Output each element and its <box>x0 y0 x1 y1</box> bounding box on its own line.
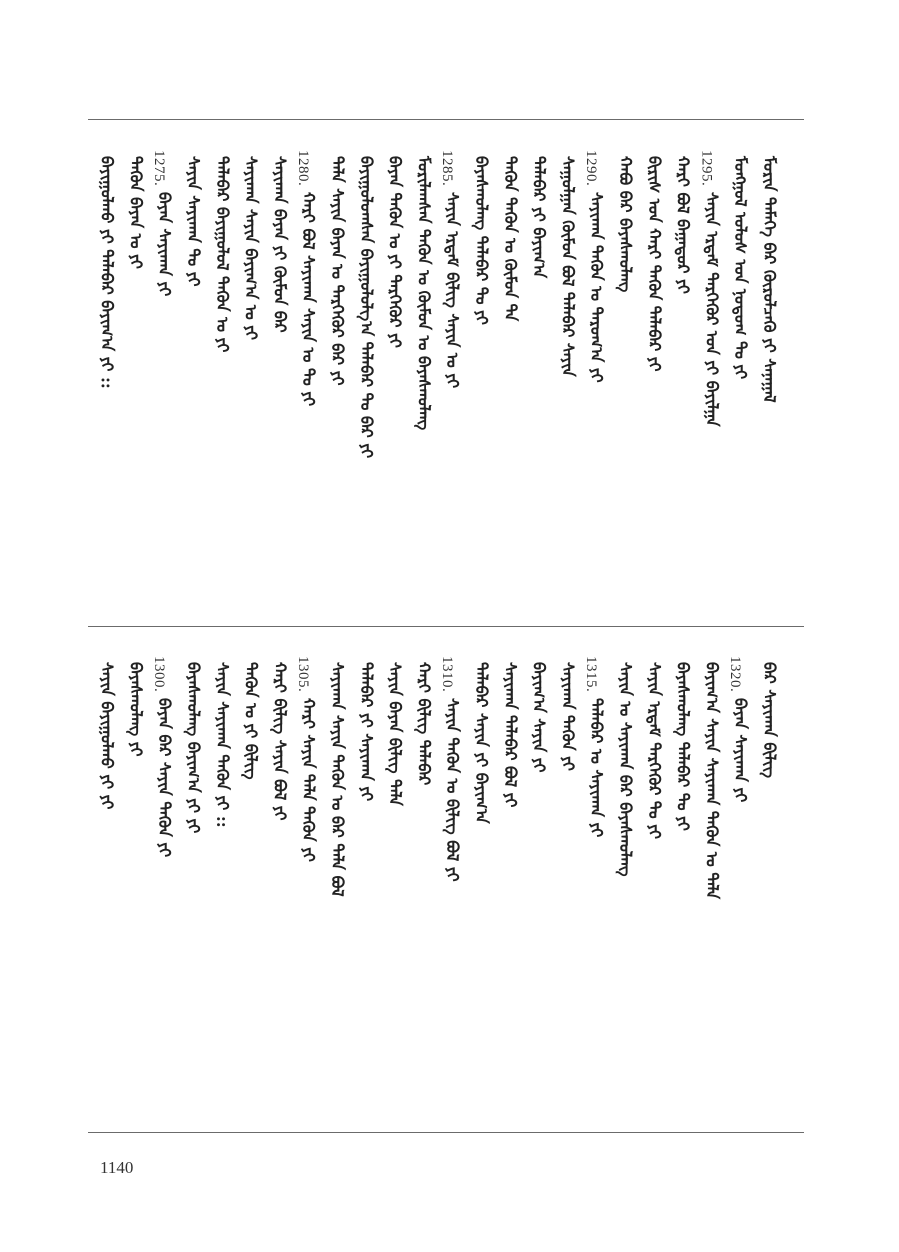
verse-text: ᠪᠠᠶᠢᠭ᠎ᠠ ᠰᠠᠶᠢᠨ ᠰᠠᠶᠢᠬᠠᠨ ᠲᠡᠭᠦᠨ ᠤ ᠲᠠᠯᠠ <box>702 662 722 900</box>
verse-line <box>294 150 322 406</box>
line-number: 1320. <box>727 656 744 693</box>
verse-line <box>755 150 783 403</box>
verse-text: ᠰᠠᠶᠢᠨ ᠤ ᠰᠠᠶᠢᠬᠠᠨ ᠪᠠᠷ ᠪᠠᠶᠠᠰᠬᠤᠯᠠᠩ <box>616 662 635 877</box>
verse-line <box>496 656 524 807</box>
verse-text: ᠪᠠᠶᠠᠰᠬᠤᠯᠠᠩ ᠪᠠᠶᠢᠭ᠎ᠠ ᠶᠢ ᠶᠢ <box>184 662 203 834</box>
verse-text: ᠲᠠᠯᠠᠪᠠᠷ ᠤ ᠰᠠᠶᠢᠬᠠᠨ ᠶᠢ <box>587 698 607 838</box>
bottom-rule <box>88 1132 804 1133</box>
verse-text: ᠬᠠᠪᠤ ᠪᠠᠷ ᠪᠠᠶᠠᠰᠬᠤᠯᠠᠩ <box>616 156 635 293</box>
verse-text: ᠪᠠᠶᠠᠰᠬᠤᠯᠠᠩ ᠶᠢ <box>126 662 146 757</box>
verse-text: ᠰᠠᠶᠢᠬᠠᠨ ᠪᠠᠶᠠᠨ ᠶᠢ ᠬᠦᠮᠦᠨ ᠪᠠᠷ <box>270 156 290 333</box>
verse-text: ᠬᠠᠷᠢ ᠪᠣᠯ ᠪᠠᠭᠠᠳᠤᠷ ᠶᠢ <box>673 156 693 294</box>
verse-line <box>409 656 437 785</box>
verse-line <box>553 656 581 771</box>
verse-text: ᠮᠣᠩᠭᠣᠯ ᠤᠯᠤᠰ ᠤᠨ ᠨᠤᠲᠤᠭ ᠲᠤ ᠶᠢ <box>731 156 751 380</box>
page-number: 1140 <box>100 1158 134 1177</box>
verse-text: ᠬᠠᠷᠢ ᠰᠠᠶᠢᠨ ᠲᠠᠯᠠ ᠲᠡᠭᠦᠨ ᠶᠢ <box>299 698 319 863</box>
verse-line <box>640 150 668 372</box>
verse-text: ᠰᠠᠶᠢᠬᠠᠨ ᠰᠠᠶᠢᠨ ᠪᠠᠶᠢᠭ᠎ᠠ ᠤ ᠶᠢ <box>241 156 261 341</box>
verse-text: ᠮᠣᠷᠢᠯᠠᠭᠰᠠᠨ ᠲᠡᠭᠦᠨ ᠤ ᠬᠦᠮᠦᠨ ᠤ ᠪᠠᠶᠠᠰᠬᠤᠯᠠᠩ <box>414 156 434 431</box>
line-number: 1305. <box>295 656 312 693</box>
verse-text: ᠰᠠᠶᠢᠨ ᠰᠠᠶᠢᠬᠠᠨ ᠲᠡᠭᠦᠨ ᠶᠢ :: <box>212 662 232 828</box>
verse-text: ᠲᠡᠭᠦᠨ ᠪᠠᠶᠠᠨ ᠤ ᠶᠢ <box>126 156 146 269</box>
verse-text: ᠰᠠᠶᠢᠨ ᠪᠠᠶᠠᠨ ᠪᠢᠯᠢᠭ ᠲᠠᠯᠠ <box>385 662 405 806</box>
verse-text: ᠪᠠᠶᠢᠭᠤᠯᠬᠤ ᠶᠢ ᠲᠠᠯᠠᠪᠠᠷ ᠪᠠᠶᠢᠭ᠎ᠠ ᠶᠢ :: <box>97 156 117 389</box>
top-rule <box>88 119 804 120</box>
verse-text: ᠰᠠᠶᠢᠨ ᠲᠡᠭᠦᠨ ᠤ ᠪᠢᠯᠢᠭ ᠪᠣᠯ ᠶᠢ <box>443 698 463 882</box>
line-number: 1310. <box>439 656 456 693</box>
verse-text: ᠪᠠᠶᠠᠰᠬᠤᠯᠠᠩ ᠲᠠᠯᠠᠪᠠᠷ ᠲᠤ ᠶᠢ <box>673 662 693 831</box>
verse-line <box>294 656 322 862</box>
verse-text: ᠪᠢᠷᠢᠰ ᠤᠨ ᠬᠠᠷᠢ ᠲᠡᠭᠦᠨ ᠲᠠᠯᠠᠪᠠᠷ ᠶᠢ <box>644 156 664 372</box>
verse-line <box>237 656 265 780</box>
verse-line <box>265 656 293 821</box>
verse-line <box>121 150 149 269</box>
verse-text: ᠪᠠᠶᠠᠨ ᠰᠠᠶᠢᠬᠠᠨ ᠶᠢ <box>731 698 751 803</box>
verse-text: ᠰᠠᠶᠢᠬᠠᠨ ᠲᠡᠭᠦᠨ ᠶᠢ <box>558 662 578 771</box>
verse-text: ᠪᠠᠶᠠᠨ ᠪᠠᠷ ᠰᠠᠶᠢᠨ ᠲᠡᠭᠦᠨ ᠶᠢ <box>155 698 175 858</box>
verse-line <box>582 150 610 383</box>
verse-text: ᠰᠠᠶᠢᠬᠠᠨ ᠲᠡᠭᠦᠨ ᠤ ᠳᠠᠷᠤᠭ᠎ᠠ ᠶᠢ <box>587 192 607 383</box>
verse-line <box>755 656 783 778</box>
verse-line <box>582 656 610 838</box>
verse-line <box>93 150 121 389</box>
verse-line <box>553 150 581 377</box>
verse-text: ᠬᠠᠷᠢ ᠪᠢᠯᠢᠭ ᠲᠠᠯᠠᠪᠠᠷ <box>414 662 434 786</box>
verse-text: ᠲᠠᠯᠠᠪᠠᠷ ᠰᠠᠶᠢᠨ ᠶᠢ ᠪᠠᠶᠢᠭ᠎ᠠ <box>472 662 491 824</box>
verse-text: ᠬᠠᠷᠢ ᠪᠢᠯᠢᠭ ᠰᠠᠶᠢᠨ ᠪᠣᠯ ᠶᠢ <box>270 662 290 821</box>
verse-line <box>697 150 725 427</box>
line-number: 1295. <box>698 150 715 187</box>
verse-line <box>352 150 380 458</box>
verse-line <box>121 656 149 757</box>
verse-text: ᠰᠠᠶᠢᠨ ᠪᠠᠶᠢᠭᠤᠯᠬᠤ ᠶᠢ ᠶᠢ <box>97 662 117 810</box>
verse-line <box>179 656 207 833</box>
verse-text: ᠪᠠᠶᠠᠨ ᠰᠠᠶᠢᠬᠠᠨ ᠶᠢ <box>155 192 175 297</box>
verse-text: ᠰᠠᠭᠤᠯᠭᠠᠨ ᠬᠦᠮᠦᠨ ᠪᠣᠯ ᠲᠠᠯᠠᠪᠠᠷ ᠰᠠᠶᠢᠨ <box>558 156 578 377</box>
verse-text: ᠰᠠᠶᠢᠨ ᠡᠷᠳᠡᠮ ᠲᠡᠷᠭᠡᠭᠦᠷ ᠤᠨ ᠶᠢ ᠪᠠᠶᠢᠯᠭᠠ <box>702 192 722 427</box>
verse-text: ᠪᠠᠶᠠᠨ ᠲᠡᠭᠦᠨ ᠤ ᠶᠢ ᠲᠡᠷᠭᠡᠭᠦᠷ ᠶᠢ <box>385 156 405 348</box>
verse-text: ᠰᠠᠶᠢᠨ ᠰᠠᠶᠢᠬᠠᠨ ᠲᠤ ᠶᠢ <box>184 156 203 287</box>
verse-text: ᠲᠠᠯᠠᠪᠠᠷ ᠶᠢ ᠪᠠᠶᠢᠭ᠎ᠠ <box>529 156 549 279</box>
lower-verse-block <box>97 656 790 986</box>
line-number: 1290. <box>583 150 600 187</box>
line-number: 1315. <box>583 656 600 693</box>
verse-text: ᠲᠠᠯᠠᠪᠠᠷ ᠪᠠᠶᠢᠭᠤᠯᠤᠯ ᠲᠡᠭᠦᠨ ᠤ ᠶᠢ <box>212 156 232 353</box>
verse-line <box>93 656 121 809</box>
verse-text: ᠪᠠᠶᠢᠭᠤᠯᠤᠭᠰᠠᠨ ᠪᠠᠶᠢᠭᠤᠯᠤᠯᠭ᠎ᠠ ᠲᠠᠯᠠᠪᠠᠷ ᠲᠤ ᠪᠠᠷ ᠶᠢ <box>356 156 376 459</box>
verse-line <box>237 150 265 340</box>
verse-line <box>323 150 351 385</box>
line-number: 1275. <box>151 150 168 187</box>
upper-verse-block <box>97 150 790 580</box>
line-number: 1285. <box>439 150 456 187</box>
middle-rule <box>88 626 804 627</box>
verse-text: ᠪᠠᠶᠢᠭ᠎ᠠ ᠰᠠᠶᠢᠨ ᠶᠢ <box>529 662 549 773</box>
verse-text: ᠲᠠᠯᠠ ᠰᠠᠶᠢᠨ ᠪᠠᠶᠠᠨ ᠤ ᠲᠡᠷᠭᠡᠭᠦᠷ ᠪᠠᠷ ᠶᠢ <box>328 156 347 386</box>
verse-line <box>323 656 351 897</box>
verse-text: ᠲᠡᠭᠦᠨ ᠤ ᠶᠢ ᠪᠢᠯᠢᠭ <box>241 662 261 780</box>
verse-text: ᠪᠠᠶᠠᠰᠬᠤᠯᠠᠩ ᠲᠠᠯᠠᠪᠠᠷ ᠲᠤ ᠶᠢ <box>472 156 491 325</box>
verse-text: ᠰᠠᠶᠢᠬᠠᠨ ᠲᠠᠯᠠᠪᠠᠷ ᠪᠣᠯ ᠶᠢ <box>500 662 520 808</box>
verse-line <box>409 150 437 430</box>
verse-line <box>496 150 524 321</box>
verse-line <box>467 656 495 824</box>
verse-text: ᠰᠠᠶᠢᠨ ᠡᠷᠳᠡᠮ ᠲᠡᠷᠭᠡᠭᠦᠷ ᠲᠤ ᠶᠢ <box>644 662 664 840</box>
verse-line <box>381 656 409 806</box>
verse-line <box>179 150 207 287</box>
verse-line <box>150 656 178 857</box>
verse-line <box>265 150 293 333</box>
verse-text: ᠰᠠᠶᠢᠬᠠᠨ ᠰᠠᠶᠢᠨ ᠲᠡᠭᠦᠨ ᠤ ᠪᠠᠷ ᠲᠠᠯᠠ ᠪᠣᠯ <box>328 662 347 897</box>
verse-line <box>208 656 236 828</box>
verse-text: ᠬᠠᠷᠢ ᠪᠣᠯ ᠰᠠᠶᠢᠬᠠᠨ ᠰᠠᠶᠢᠨ ᠤ ᠲᠤ ᠶᠢ <box>299 192 319 407</box>
verse-line <box>525 150 553 278</box>
verse-line <box>150 150 178 297</box>
verse-line <box>611 656 639 877</box>
verse-line <box>352 656 380 801</box>
verse-line <box>467 150 495 325</box>
verse-text: ᠲᠠᠯᠠᠪᠠᠷ ᠶᠢ ᠰᠠᠶᠢᠬᠠᠨ ᠶᠢ <box>356 662 376 802</box>
verse-line <box>697 656 725 899</box>
verse-line <box>669 150 697 294</box>
verse-line <box>640 656 668 839</box>
verse-line <box>611 150 639 292</box>
line-number: 1280. <box>295 150 312 187</box>
verse-line <box>726 150 754 379</box>
verse-line <box>438 656 466 882</box>
verse-line <box>525 656 553 773</box>
verse-line <box>208 150 236 352</box>
verse-line <box>726 656 754 803</box>
verse-line <box>669 656 697 831</box>
line-number: 1300. <box>151 656 168 693</box>
verse-line <box>438 150 466 388</box>
verse-line <box>381 150 409 348</box>
verse-text: ᠮᠣᠷᠢᠨ ᠲᠡᠮᠡᠭᠡ ᠪᠠᠷ ᠬᠦᠷᠦᠯᠴᠡᠬᠦ ᠶᠢ ᠰᠠᠨᠠᠭᠠᠯ <box>760 156 779 403</box>
verse-text: ᠰᠠᠶᠢᠨ ᠡᠷᠳᠡᠮ ᠪᠢᠯᠢᠭ ᠰᠠᠶᠢᠨ ᠤ ᠶᠢ <box>443 192 463 389</box>
verse-text: ᠲᠡᠭᠦᠨ ᠲᠡᠭᠦᠨ ᠤ ᠬᠦᠮᠦᠨ ᠲᠠ <box>500 156 520 322</box>
verse-text: ᠪᠠᠷ ᠰᠠᠶᠢᠬᠠᠨ ᠪᠢᠯᠢᠭ <box>760 662 779 779</box>
